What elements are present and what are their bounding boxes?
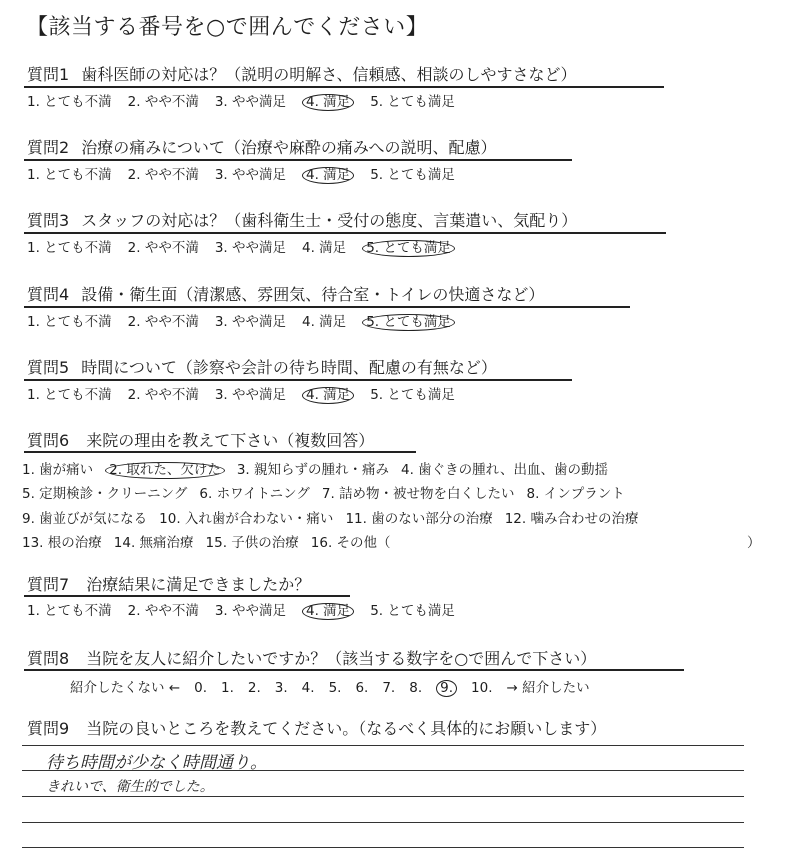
q4-options <box>27 310 471 331</box>
option-5[interactable]: 5. とても満足 <box>370 167 455 183</box>
question-text: 設備・衛生面（清潔感、雰囲気、待合室・トイレの快適さなど） <box>81 285 545 304</box>
option-5[interactable]: 5. とても満足 <box>370 603 455 619</box>
option-3[interactable]: 3. やや満足 <box>214 94 287 110</box>
reason-option[interactable]: 10. 入れ歯が合わない・痛い <box>159 511 334 527</box>
question-text: 当院の良いところを教えてください。（なるべく具体的にお願いします） <box>86 719 607 738</box>
option-3[interactable]: 3. やや満足 <box>214 314 287 330</box>
q1-options <box>27 90 471 111</box>
question-text: スタッフの対応は？（歯科衛生士・受付の態度、言葉遣い、気配り） <box>81 211 578 230</box>
form-header: 【該当する番号を○で囲んでください】 <box>26 15 429 40</box>
option-2[interactable]: 2. やや不満 <box>127 387 199 403</box>
option-4[interactable]: 4. 満足 <box>302 240 347 256</box>
reason-option[interactable]: 3. 親知らずの腫れ・痛み <box>236 462 390 478</box>
option-1[interactable]: 1. とても不満 <box>27 603 112 619</box>
reason-option[interactable]: 11. 歯のない部分の治療 <box>345 511 493 527</box>
q3-options <box>27 236 471 257</box>
question-7-title <box>27 572 310 595</box>
question-underline <box>24 451 416 453</box>
ruled-line <box>22 847 744 848</box>
question-label: 質問7 <box>27 575 70 594</box>
reason-option[interactable]: 13. 根の治療 <box>22 535 102 551</box>
option-3[interactable]: 3. やや満足 <box>214 387 287 403</box>
question-2-title <box>27 135 497 158</box>
reason-option[interactable]: 5. 定期検診・クリーニング <box>22 486 188 502</box>
question-text: 時間について（診察や会計の待ち時間、配慮の有無など） <box>81 358 497 377</box>
ruled-line <box>22 745 744 746</box>
question-text: 当院を友人に紹介したいですか？（該当する数字を○で囲んで下さい） <box>86 649 597 668</box>
scale-number[interactable]: 3. <box>274 680 288 696</box>
question-6-title <box>27 428 374 451</box>
question-label: 質問5 <box>27 358 70 377</box>
question-8-title <box>27 646 596 669</box>
option-1[interactable]: 1. とても不満 <box>27 387 112 403</box>
scale-number[interactable]: 1. <box>221 680 234 696</box>
q7-options <box>27 599 471 620</box>
option-1[interactable]: 1. とても不満 <box>27 240 112 256</box>
option-4-circled[interactable]: 4. 満足 <box>302 167 354 184</box>
question-3-title <box>27 208 577 231</box>
reason-option[interactable]: 4. 歯ぐきの腫れ、出血、歯の動揺 <box>401 462 608 478</box>
question-underline <box>24 669 684 671</box>
recommend-scale <box>70 676 604 697</box>
scale-number[interactable]: 8. <box>409 680 423 696</box>
scale-number[interactable]: 7. <box>382 680 396 696</box>
question-underline <box>24 595 350 597</box>
reason-option[interactable]: 1. 歯が痛い <box>22 462 94 478</box>
question-text: 歯科医師の対応は？（説明の明解さ、信頼感、相談のしやすさなど） <box>81 65 577 84</box>
scale-left-label: 紹介したくない ← <box>70 680 181 696</box>
option-4-circled[interactable]: 4. 満足 <box>302 603 354 620</box>
q6-row <box>22 507 650 527</box>
question-1-title <box>27 62 577 85</box>
question-label: 質問1 <box>27 65 70 84</box>
question-4-title <box>27 282 544 305</box>
option-1[interactable]: 1. とても不満 <box>27 314 112 330</box>
q2-options <box>27 163 471 184</box>
handwritten-answer-line-1: 待ち時間が少なく時間通り。 <box>46 753 267 773</box>
reason-option[interactable]: 9. 歯並びが気になる <box>22 511 148 527</box>
question-underline <box>24 232 666 234</box>
option-4[interactable]: 4. 満足 <box>302 314 347 330</box>
option-2[interactable]: 2. やや不満 <box>127 94 199 110</box>
ruled-line <box>22 822 744 823</box>
ruled-line <box>22 796 744 797</box>
question-underline <box>24 379 572 381</box>
question-text: 治療の痛みについて（治療や麻酔の痛みへの説明、配慮） <box>81 138 497 157</box>
reason-option[interactable]: 7. 詰め物・被せ物を白くしたい <box>321 486 515 502</box>
option-4-circled[interactable]: 4. 満足 <box>302 387 354 404</box>
reason-option[interactable]: 14. 無痛治療 <box>113 535 194 551</box>
question-label: 質問9 <box>27 719 70 738</box>
reason-option-circled[interactable]: 2. 取れた、欠けた <box>105 462 225 479</box>
q6-row <box>22 458 620 479</box>
option-1[interactable]: 1. とても不満 <box>27 94 112 110</box>
question-label: 質問3 <box>27 211 70 230</box>
scale-number[interactable]: 4. <box>301 680 315 696</box>
scale-number[interactable]: 2. <box>247 680 261 696</box>
question-9-title <box>27 716 606 739</box>
question-text: 治療結果に満足できましたか？ <box>86 575 311 594</box>
reason-option[interactable]: 16. その他（ <box>310 535 391 551</box>
option-3[interactable]: 3. やや満足 <box>214 167 287 183</box>
option-2[interactable]: 2. やや不満 <box>127 167 199 183</box>
option-5-circled[interactable]: 5. とても満足 <box>362 240 455 257</box>
scale-number[interactable]: 0. <box>194 680 207 696</box>
scale-right-label: → 紹介したい <box>506 680 590 696</box>
reason-option[interactable]: 8. インプラント <box>526 486 625 502</box>
other-close-paren: ） <box>747 535 761 551</box>
option-3[interactable]: 3. やや満足 <box>214 240 287 256</box>
reason-option[interactable]: 12. 噛み合わせの治療 <box>504 511 639 527</box>
question-text: 来院の理由を教えて下さい（複数回答） <box>86 431 375 450</box>
option-2[interactable]: 2. やや不満 <box>127 603 199 619</box>
question-label: 質問2 <box>27 138 70 157</box>
q5-options <box>27 383 471 404</box>
question-underline <box>24 306 630 308</box>
question-label: 質問8 <box>27 649 70 668</box>
option-4-circled[interactable]: 4. 満足 <box>302 94 354 111</box>
reason-option[interactable]: 6. ホワイトニング <box>199 486 310 502</box>
q6-row <box>22 482 637 502</box>
option-3[interactable]: 3. やや満足 <box>214 603 287 619</box>
reason-option[interactable]: 15. 子供の治療 <box>205 535 299 551</box>
option-5-circled[interactable]: 5. とても満足 <box>362 314 455 331</box>
option-2[interactable]: 2. やや不満 <box>127 240 199 256</box>
option-1[interactable]: 1. とても不満 <box>27 167 112 183</box>
option-5[interactable]: 5. とても満足 <box>370 94 455 110</box>
handwritten-answer-line-2: きれいで、衛生的でした。 <box>46 779 214 795</box>
option-5[interactable]: 5. とても満足 <box>370 387 455 403</box>
option-2[interactable]: 2. やや不満 <box>127 314 199 330</box>
question-5-title <box>27 355 497 378</box>
q6-row <box>22 531 403 551</box>
question-underline <box>24 159 572 161</box>
question-underline <box>24 86 664 88</box>
scale-number[interactable]: 10. <box>471 680 493 696</box>
question-label: 質問4 <box>27 285 70 304</box>
scale-number[interactable]: 5. <box>328 680 342 696</box>
question-label: 質問6 <box>27 431 70 450</box>
scale-number-circled[interactable]: 9. <box>436 680 457 697</box>
scale-number[interactable]: 6. <box>355 680 369 696</box>
